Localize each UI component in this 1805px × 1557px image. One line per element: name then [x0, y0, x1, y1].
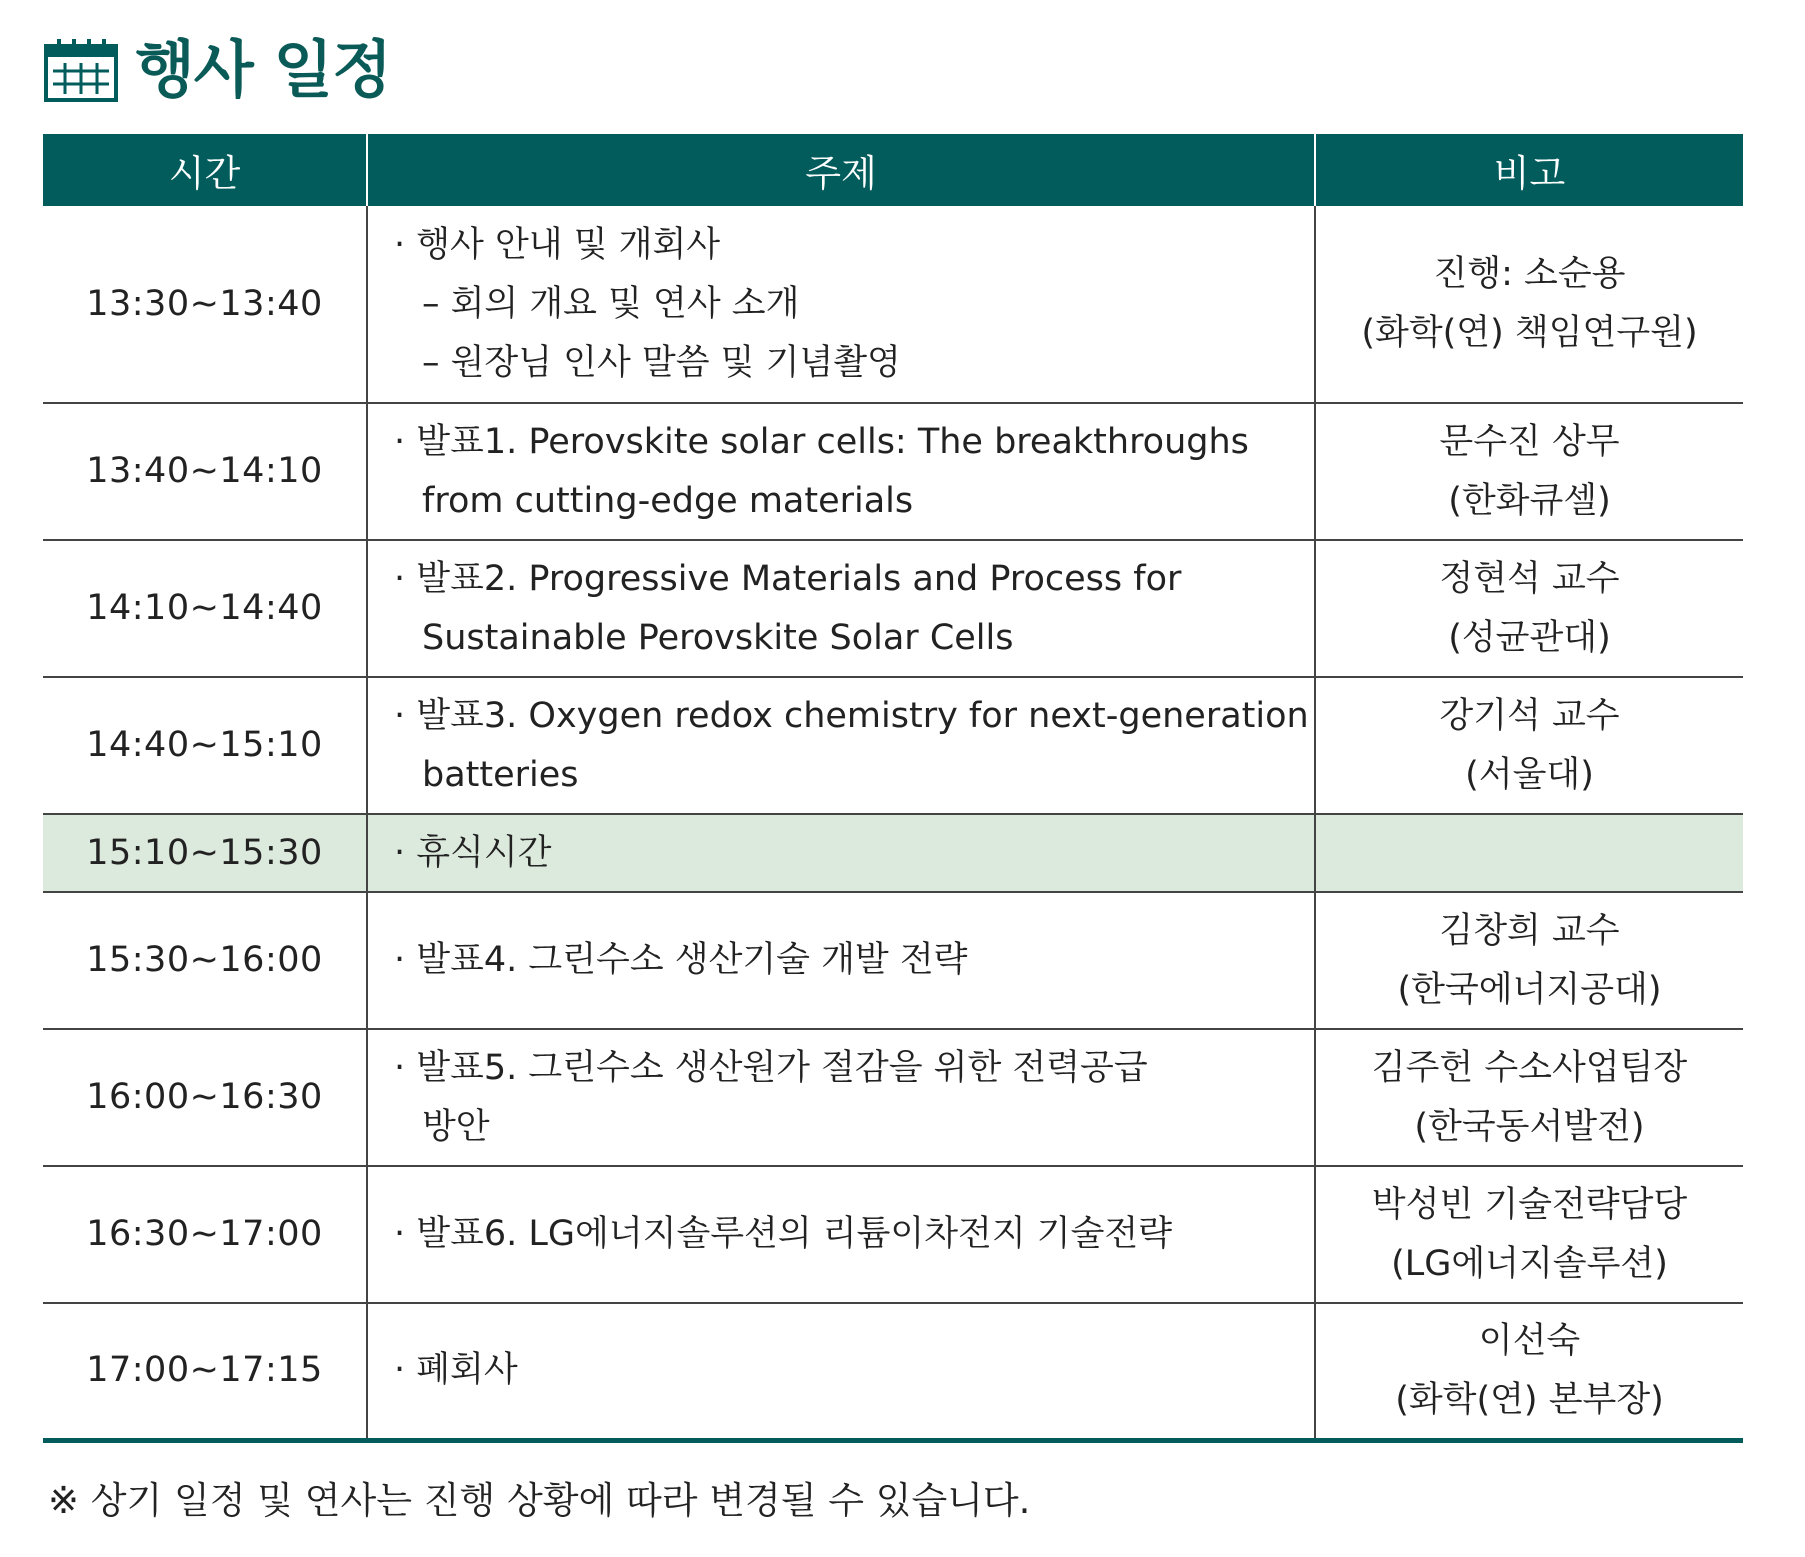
schedule-table — [43, 134, 1743, 1443]
topic-cell — [367, 540, 1315, 677]
topic-main: · 발표5. 그린수소 생산원가 절감을 위한 전력공급 — [394, 1047, 1148, 1088]
topic-main: · 휴식시간 — [394, 832, 552, 873]
time-cell: 13:30~13:40 — [43, 206, 367, 403]
topic-cell — [367, 677, 1315, 814]
table-row — [43, 892, 1743, 1029]
table-row — [43, 677, 1743, 814]
time-cell: 14:40~15:10 — [43, 677, 367, 814]
note-speaker: 문수진 상무 — [1439, 421, 1620, 462]
page-header — [43, 30, 391, 110]
header-note: 비고 — [1315, 134, 1743, 206]
topic-main: · 발표2. Progressive Materials and Process for — [394, 558, 1182, 599]
note-cell — [1315, 1303, 1743, 1440]
note-cell — [1315, 1166, 1743, 1303]
note-affiliation: (서울대) — [1465, 754, 1594, 795]
note-affiliation: (한국에너지공대) — [1397, 969, 1662, 1010]
time-cell: 16:30~17:00 — [43, 1166, 367, 1303]
table-row — [43, 1303, 1743, 1440]
topic-main: · 행사 안내 및 개회사 — [394, 224, 721, 265]
topic-continued: from cutting-edge materials — [422, 480, 914, 521]
time-cell: 15:10~15:30 — [43, 814, 367, 892]
time-cell: 13:40~14:10 — [43, 403, 367, 540]
time-cell: 16:00~16:30 — [43, 1029, 367, 1166]
table-row — [43, 1029, 1743, 1166]
note-affiliation: (한국동서발전) — [1414, 1106, 1645, 1147]
note-speaker: 김창희 교수 — [1439, 910, 1620, 951]
note-speaker: 김주헌 수소사업팀장 — [1371, 1047, 1688, 1088]
calendar-icon — [43, 37, 119, 103]
note-speaker: 진행: 소순용 — [1433, 254, 1626, 294]
topic-cell — [367, 206, 1315, 403]
note-cell — [1315, 814, 1743, 892]
note-cell — [1315, 403, 1743, 540]
table-row — [43, 403, 1743, 540]
note-speaker: 강기석 교수 — [1439, 695, 1620, 736]
table-row-break — [43, 814, 1743, 892]
topic-continued: batteries — [422, 754, 579, 795]
table-row — [43, 1166, 1743, 1303]
page-title: 행사 일정 — [135, 33, 392, 106]
note-affiliation: (화학(연) 책임연구원) — [1361, 313, 1698, 353]
topic-main: · 발표4. 그린수소 생산기술 개발 전략 — [394, 940, 968, 980]
topic-cell — [367, 1166, 1315, 1303]
footnote: ※ 상기 일정 및 연사는 진행 상황에 따라 변경될 수 있습니다. — [48, 1479, 1031, 1522]
note-affiliation: (성균관대) — [1448, 617, 1611, 658]
topic-sub: – 회의 개요 및 연사 소개 — [422, 283, 800, 324]
topic-main: · 발표6. LG에너지솔루션의 리튬이차전지 기술전략 — [394, 1214, 1173, 1254]
topic-main: · 폐회사 — [394, 1350, 518, 1391]
time-cell: 15:30~16:00 — [43, 892, 367, 1029]
header-time: 시간 — [43, 134, 367, 206]
topic-cell — [367, 892, 1315, 1029]
table-row — [43, 206, 1743, 403]
note-affiliation: (한화큐셀) — [1448, 480, 1611, 521]
topic-continued: Sustainable Perovskite Solar Cells — [422, 617, 1014, 658]
note-affiliation: (LG에너지솔루션) — [1391, 1243, 1668, 1284]
note-speaker: 박성빈 기술전략담당 — [1371, 1184, 1688, 1225]
topic-cell — [367, 814, 1315, 892]
topic-main: · 발표1. Perovskite solar cells: The breakthroughs — [394, 421, 1249, 462]
topic-continued: 방안 — [422, 1106, 490, 1147]
note-speaker: 정현석 교수 — [1439, 558, 1620, 599]
topic-sub: – 원장님 인사 말씀 및 기념촬영 — [422, 342, 901, 383]
time-cell: 14:10~14:40 — [43, 540, 367, 677]
topic-cell — [367, 1029, 1315, 1166]
time-cell: 17:00~17:15 — [43, 1303, 367, 1440]
note-affiliation: (화학(연) 본부장) — [1395, 1379, 1664, 1420]
table-header-row — [43, 134, 1743, 206]
topic-cell — [367, 403, 1315, 540]
topic-cell — [367, 1303, 1315, 1440]
note-speaker: 이선숙 — [1478, 1320, 1581, 1361]
table-row — [43, 540, 1743, 677]
topic-main: · 발표3. Oxygen redox chemistry for next-generation — [394, 695, 1309, 736]
note-cell — [1315, 1029, 1743, 1166]
note-cell — [1315, 540, 1743, 677]
note-cell — [1315, 677, 1743, 814]
header-topic: 주제 — [367, 134, 1315, 206]
note-cell — [1315, 206, 1743, 403]
note-cell — [1315, 892, 1743, 1029]
